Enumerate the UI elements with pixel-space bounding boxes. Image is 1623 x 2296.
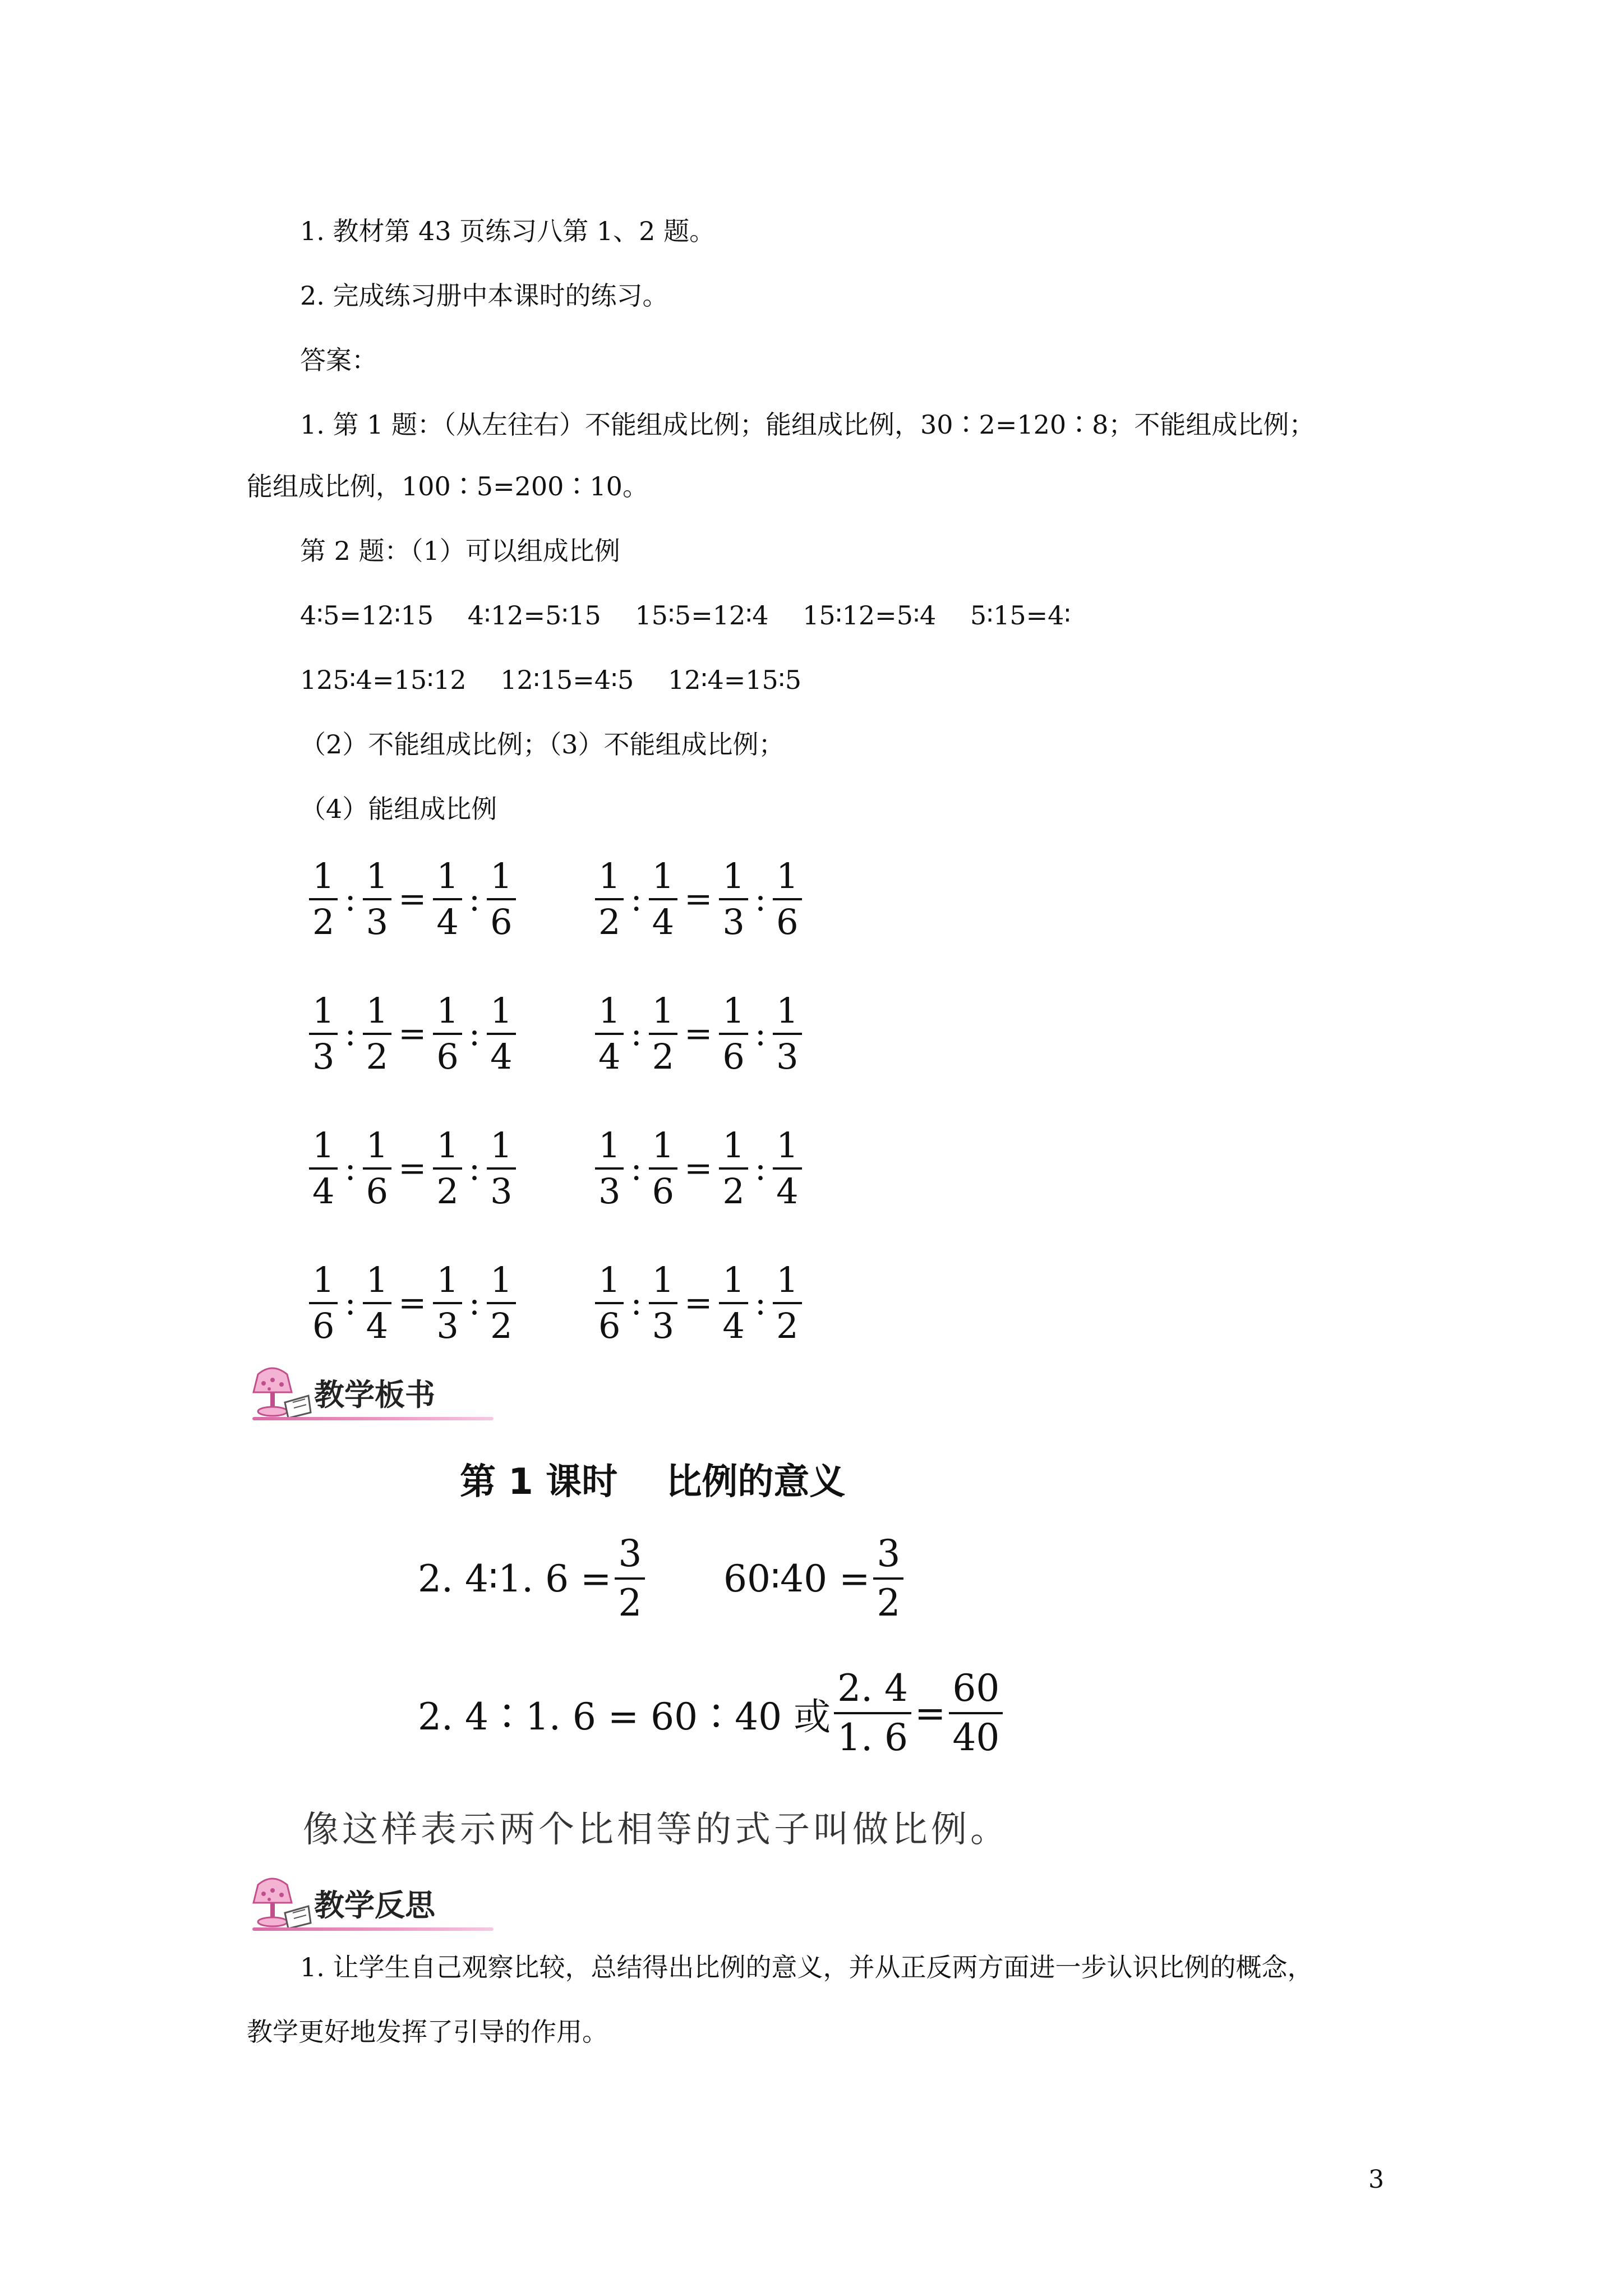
fraction [649, 855, 677, 943]
proportion-expression [592, 990, 805, 1078]
ratio-sign: : [754, 1014, 767, 1053]
denominator: 2 [490, 1305, 513, 1346]
eq3-denominator-2: 40 [952, 1716, 1000, 1759]
numerator: 1 [490, 1125, 513, 1166]
ratio-sign: : [344, 1014, 356, 1053]
board-equation-3 [418, 1666, 1006, 1760]
page-number: 3 [1368, 2165, 1384, 2194]
denominator: 6 [776, 901, 799, 942]
numerator: 1 [598, 1125, 621, 1166]
numerator: 1 [598, 1259, 621, 1300]
denominator: 6 [722, 1036, 745, 1077]
proportion-expression [306, 1259, 519, 1347]
denominator: 6 [366, 1171, 389, 1212]
eq3-denominator-1: 1. 6 [837, 1716, 909, 1759]
header-underline [252, 1417, 494, 1420]
proportion-expression [306, 1125, 519, 1212]
fraction [719, 855, 748, 943]
denominator: 3 [776, 1036, 799, 1077]
proportion-expression [592, 855, 805, 943]
fraction [433, 1125, 462, 1212]
denominator: 2 [312, 901, 335, 942]
equals-sign: = [398, 1283, 427, 1323]
lamp-book-icon [241, 1363, 314, 1425]
fraction [595, 1125, 624, 1212]
eq1-left: 2. 4∶1. 6 = [418, 1557, 612, 1600]
ratio-sign: : [630, 1149, 642, 1188]
numerator: 1 [436, 990, 459, 1031]
numerator: 1 [490, 1259, 513, 1300]
numerator: 1 [490, 855, 513, 896]
equals-sign: = [398, 1149, 427, 1188]
answer-q1-line2: 能组成比例，100∶5=200∶10。 [247, 471, 648, 501]
denominator: 6 [598, 1305, 621, 1346]
equals-sign: = [684, 1149, 713, 1188]
equals-sign: = [684, 880, 713, 919]
board-header-label: 教学板书 [314, 1377, 435, 1412]
denominator: 4 [598, 1036, 621, 1077]
fraction [773, 1125, 801, 1212]
fraction [649, 1125, 677, 1212]
denominator: 4 [436, 901, 459, 942]
eq2-left: 60∶40 = [723, 1557, 870, 1600]
denominator: 2 [436, 1171, 459, 1212]
numerator: 1 [436, 1259, 459, 1300]
eq3-numerator-1: 2. 4 [837, 1667, 909, 1710]
fraction [363, 1259, 391, 1347]
reflection-line-1: 1. 让学生自己观察比较，总结得出比例的意义，并从正反两方面进一步认识比例的概念， [300, 1952, 1313, 1982]
numerator: 1 [436, 1125, 459, 1166]
numerator: 1 [652, 855, 675, 896]
fraction [309, 990, 338, 1078]
board-title: 第 1 课时 比例的意义 [460, 1461, 846, 1503]
numerator: 1 [436, 855, 459, 896]
exercise-item-2: 2. 完成练习册中本课时的练习。 [300, 280, 668, 311]
exercise-item-1: 1. 教材第 43 页练习八第 1、2 题。 [300, 216, 716, 246]
equals-sign: = [398, 880, 427, 919]
ratio-sign: : [468, 1149, 481, 1188]
fraction [773, 855, 801, 943]
board-definition: 像这样表示两个比相等的式子叫做比例。 [303, 1809, 1009, 1851]
denominator: 2 [776, 1305, 799, 1346]
denominator: 6 [436, 1036, 459, 1077]
denominator: 4 [490, 1036, 513, 1077]
eq3-left: 2. 4∶1. 6 = 60∶40 或 [418, 1695, 831, 1738]
numerator: 1 [366, 1125, 389, 1166]
fraction [719, 1259, 748, 1347]
fraction [433, 990, 462, 1078]
eq2-fraction [873, 1531, 903, 1626]
numerator: 1 [776, 990, 799, 1031]
denominator: 4 [722, 1305, 745, 1346]
numerator: 1 [776, 855, 799, 896]
board-equation-2 [723, 1531, 907, 1626]
numerator: 1 [776, 1125, 799, 1166]
denominator: 2 [366, 1036, 389, 1077]
eq2-denominator: 2 [877, 1581, 901, 1625]
numerator: 1 [652, 1259, 675, 1300]
numerator: 1 [366, 855, 389, 896]
ratio-sign: : [630, 880, 642, 919]
fraction [719, 1125, 748, 1212]
answer-q2-line2: 125∶4=15∶12 12∶15=4∶5 12∶4=15∶5 [300, 665, 802, 695]
fraction [649, 1259, 677, 1347]
equals-sign: = [684, 1283, 713, 1323]
denominator: 2 [598, 901, 621, 942]
header-underline [252, 1927, 494, 1931]
numerator: 1 [366, 990, 389, 1031]
numerator: 1 [312, 855, 335, 896]
ratio-sign: : [630, 1014, 642, 1053]
fraction [773, 990, 801, 1078]
denominator: 6 [490, 901, 513, 942]
denominator: 3 [436, 1305, 459, 1346]
eq2-numerator: 3 [877, 1532, 901, 1575]
numerator: 1 [598, 990, 621, 1031]
answer-q2-line1: 4∶5=12∶15 4∶12=5∶15 15∶5=12∶4 15∶12=5∶4 5∶15=4∶ [300, 600, 1071, 631]
eq3-numerator-2: 60 [952, 1667, 1000, 1710]
ratio-sign: : [468, 880, 481, 919]
denominator: 4 [366, 1305, 389, 1346]
reflection-header-label: 教学反思 [314, 1888, 435, 1923]
fraction [595, 1259, 624, 1347]
denominator: 3 [598, 1171, 621, 1212]
proportion-expression [592, 1259, 805, 1347]
fraction [773, 1259, 801, 1347]
answer-q2-part4: （4）能组成比例 [300, 794, 497, 824]
fraction [595, 855, 624, 943]
numerator: 1 [722, 1259, 745, 1300]
ratio-sign: : [468, 1283, 481, 1323]
fraction [309, 1125, 338, 1212]
answer-label: 答案： [300, 345, 377, 375]
numerator: 1 [652, 990, 675, 1031]
ratio-sign: : [754, 1283, 767, 1323]
eq1-denominator: 2 [618, 1581, 642, 1625]
denominator: 6 [652, 1171, 675, 1212]
fraction [487, 855, 515, 943]
numerator: 1 [366, 1259, 389, 1300]
fraction [309, 855, 338, 943]
denominator: 2 [652, 1036, 675, 1077]
lamp-book-icon [241, 1874, 314, 1935]
denominator: 2 [722, 1171, 745, 1212]
reflection-line-2: 教学更好地发挥了引导的作用。 [247, 2017, 608, 2047]
ratio-sign: : [344, 880, 356, 919]
fraction [649, 990, 677, 1078]
answer-q1-line1: 1. 第 1 题：（从左往右）不能组成比例；能组成比例，30∶2=120∶8；不能组成比例； [300, 409, 1315, 440]
numerator: 1 [598, 855, 621, 896]
ratio-sign: : [754, 1149, 767, 1188]
fraction [595, 990, 624, 1078]
equals-sign: = [398, 1014, 427, 1053]
numerator: 1 [776, 1259, 799, 1300]
eq1-fraction [615, 1531, 645, 1626]
fraction [363, 855, 391, 943]
eq3-equals: = [915, 1691, 946, 1735]
denominator: 4 [776, 1171, 799, 1212]
fraction [363, 1125, 391, 1212]
answer-q2-head: 第 2 题：（1）可以组成比例 [300, 536, 620, 566]
fraction [433, 855, 462, 943]
answer-q2-part2: （2）不能组成比例；（3）不能组成比例； [300, 729, 785, 760]
denominator: 3 [366, 901, 389, 942]
eq1-numerator: 3 [618, 1532, 642, 1575]
numerator: 1 [312, 990, 335, 1031]
fraction [487, 1259, 515, 1347]
denominator: 3 [312, 1036, 335, 1077]
ratio-sign: : [754, 880, 767, 919]
proportion-expression [592, 1125, 805, 1212]
reflection-section-header [241, 1874, 494, 1935]
denominator: 3 [490, 1171, 513, 1212]
numerator: 1 [312, 1259, 335, 1300]
fraction [363, 990, 391, 1078]
numerator: 1 [722, 855, 745, 896]
denominator: 4 [652, 901, 675, 942]
ratio-sign: : [344, 1283, 356, 1323]
ratio-sign: : [468, 1014, 481, 1053]
proportion-expression [306, 990, 519, 1078]
equals-sign: = [684, 1014, 713, 1053]
proportion-expression [306, 855, 519, 943]
denominator: 4 [312, 1171, 335, 1212]
eq3-fraction-2 [949, 1666, 1003, 1760]
numerator: 1 [312, 1125, 335, 1166]
ratio-sign: : [630, 1283, 642, 1323]
board-section-header [241, 1363, 494, 1425]
fraction [487, 1125, 515, 1212]
ratio-sign: : [344, 1149, 356, 1188]
denominator: 3 [722, 901, 745, 942]
numerator: 1 [722, 1125, 745, 1166]
fraction [433, 1259, 462, 1347]
denominator: 3 [652, 1305, 675, 1346]
denominator: 6 [312, 1305, 335, 1346]
numerator: 1 [722, 990, 745, 1031]
numerator: 1 [652, 1125, 675, 1166]
eq3-fraction-1 [834, 1666, 911, 1760]
fraction [309, 1259, 338, 1347]
fraction [487, 990, 515, 1078]
fraction [719, 990, 748, 1078]
board-equation-1 [418, 1531, 648, 1626]
numerator: 1 [490, 990, 513, 1031]
